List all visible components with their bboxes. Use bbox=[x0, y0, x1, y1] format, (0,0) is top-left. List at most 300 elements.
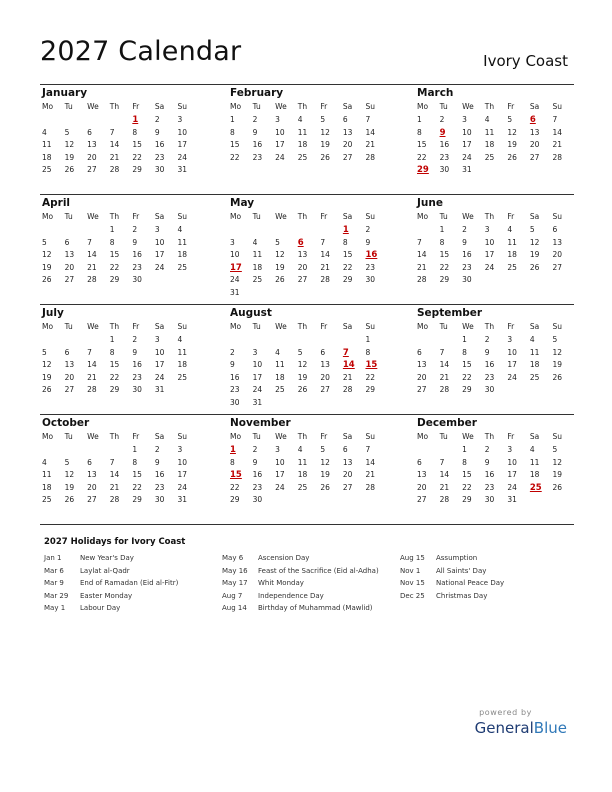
weekday-label: Fr bbox=[320, 322, 328, 331]
day-cell: 24 bbox=[275, 482, 285, 492]
day-cell: 2 bbox=[252, 115, 258, 124]
day-cell: 22 bbox=[462, 372, 472, 382]
week-row bbox=[228, 494, 386, 507]
brand-general: General bbox=[474, 719, 534, 737]
holiday-date: May 6 bbox=[222, 554, 244, 562]
week-row bbox=[415, 237, 573, 250]
day-cell: 5 bbox=[529, 225, 535, 234]
day-cell: 27 bbox=[320, 385, 330, 394]
month-name: May bbox=[230, 197, 255, 209]
weekday-label: Fr bbox=[507, 102, 515, 111]
weekday-label: Th bbox=[297, 322, 308, 331]
weekday-label: Tu bbox=[252, 322, 261, 331]
day-cell: 9 bbox=[132, 347, 138, 357]
day-cell: 30 bbox=[484, 385, 495, 394]
day-cell: 13 bbox=[320, 360, 330, 369]
empty-cell bbox=[63, 224, 86, 237]
empty-cell bbox=[363, 494, 386, 507]
weekday-label: Th bbox=[484, 212, 495, 221]
day-cell: 5 bbox=[297, 347, 303, 357]
day-cell: 29 bbox=[462, 385, 472, 394]
day-cell: 8 bbox=[132, 457, 138, 467]
holidays-column bbox=[222, 552, 379, 615]
day-cell: 27 bbox=[417, 495, 427, 504]
day-cell: 12 bbox=[64, 470, 75, 479]
day-cell: 1 bbox=[132, 445, 138, 454]
day-cell: 1 bbox=[439, 225, 445, 234]
day-cell: 20 bbox=[417, 482, 427, 492]
empty-cell bbox=[273, 334, 296, 347]
weekday-label: Th bbox=[109, 322, 120, 331]
day-cell: 20 bbox=[417, 372, 427, 382]
day-cell: 28 bbox=[439, 385, 450, 394]
day-cell: 27 bbox=[64, 275, 75, 284]
day-cell: 26 bbox=[529, 262, 540, 272]
day-cell: 17 bbox=[177, 470, 188, 479]
day-cell: 30 bbox=[365, 275, 376, 284]
weekday-label: Sa bbox=[529, 212, 540, 221]
day-cell: 21 bbox=[342, 372, 353, 382]
day-cell: 7 bbox=[87, 347, 92, 357]
empty-cell bbox=[505, 384, 528, 397]
day-cell: 21 bbox=[87, 262, 97, 272]
day-cell: 22 bbox=[109, 372, 120, 382]
weekday-header bbox=[228, 210, 386, 224]
day-cell: 18 bbox=[484, 140, 495, 149]
weekday-header bbox=[40, 320, 198, 334]
day-cell: 5 bbox=[320, 115, 326, 124]
day-cell: 8 bbox=[230, 457, 235, 467]
day-cell: 12 bbox=[275, 250, 285, 259]
empty-cell bbox=[318, 224, 341, 237]
month-name: November bbox=[230, 417, 291, 429]
day-cell: 19 bbox=[42, 262, 52, 272]
day-cell: 24 bbox=[507, 372, 517, 382]
holiday-day-cell: 9 bbox=[439, 127, 446, 138]
day-cell: 25 bbox=[484, 152, 495, 162]
day-cell: 4 bbox=[177, 225, 183, 234]
day-cell: 24 bbox=[177, 482, 188, 492]
empty-cell bbox=[175, 384, 198, 397]
month-april bbox=[40, 195, 198, 287]
month-name: February bbox=[230, 87, 284, 99]
day-cell: 1 bbox=[365, 335, 371, 344]
empty-cell bbox=[63, 114, 86, 127]
day-cell: 21 bbox=[417, 262, 427, 272]
holiday-date: Aug 7 bbox=[222, 591, 243, 600]
holiday-date: Mar 6 bbox=[44, 566, 64, 575]
day-cell: 4 bbox=[275, 347, 280, 357]
day-cell: 19 bbox=[297, 372, 308, 382]
day-cell: 27 bbox=[552, 262, 563, 272]
empty-cell bbox=[550, 164, 573, 177]
day-cell: 12 bbox=[507, 127, 517, 137]
weekday-label: We bbox=[275, 212, 287, 221]
weekday-label: Fr bbox=[132, 212, 140, 221]
day-cell: 17 bbox=[154, 250, 165, 259]
day-cell: 7 bbox=[439, 347, 445, 357]
day-cell: 4 bbox=[177, 335, 183, 344]
day-cell: 6 bbox=[64, 237, 70, 247]
day-cell: 17 bbox=[275, 140, 285, 149]
weekday-label: Tu bbox=[252, 432, 261, 441]
week-row bbox=[228, 444, 386, 457]
day-cell: 3 bbox=[275, 445, 280, 454]
weekday-label: Su bbox=[177, 212, 187, 221]
weekday-label: We bbox=[462, 212, 474, 221]
day-cell: 28 bbox=[365, 152, 376, 162]
day-cell: 13 bbox=[297, 250, 308, 259]
weekday-label: Su bbox=[365, 102, 375, 111]
day-cell: 29 bbox=[365, 385, 376, 394]
weekday-label: Th bbox=[484, 432, 495, 441]
day-cell: 22 bbox=[230, 152, 240, 162]
week-row bbox=[228, 237, 386, 250]
day-cell: 13 bbox=[529, 127, 540, 137]
holiday-name: Independence Day bbox=[258, 591, 324, 600]
weekday-label: Th bbox=[297, 212, 308, 221]
month-july bbox=[40, 305, 198, 397]
weekday-label: Th bbox=[484, 102, 495, 111]
day-cell: 23 bbox=[154, 482, 165, 492]
week-row bbox=[40, 372, 198, 385]
empty-cell bbox=[528, 164, 551, 177]
day-cell: 4 bbox=[297, 115, 303, 124]
week-row bbox=[415, 347, 573, 360]
day-cell: 9 bbox=[154, 127, 160, 137]
day-cell: 2 bbox=[154, 445, 160, 454]
day-cell: 12 bbox=[552, 347, 563, 357]
day-cell: 3 bbox=[484, 225, 490, 234]
day-cell: 14 bbox=[109, 470, 120, 479]
day-cell: 14 bbox=[87, 250, 97, 259]
month-november bbox=[228, 415, 386, 507]
week-row bbox=[415, 274, 573, 287]
weekday-label: We bbox=[275, 432, 287, 441]
day-cell: 27 bbox=[297, 275, 308, 284]
weekday-label: Mo bbox=[230, 212, 242, 221]
day-cell: 10 bbox=[230, 250, 240, 259]
day-cell: 28 bbox=[439, 495, 450, 504]
empty-cell bbox=[85, 114, 108, 127]
empty-cell bbox=[108, 444, 131, 457]
day-cell: 3 bbox=[507, 335, 513, 344]
month-name: October bbox=[42, 417, 90, 429]
holiday-item bbox=[222, 602, 379, 615]
day-cell: 9 bbox=[154, 457, 160, 467]
day-cell: 18 bbox=[507, 250, 517, 259]
day-cell: 23 bbox=[484, 372, 495, 382]
day-cell: 2 bbox=[132, 225, 138, 234]
day-cell: 27 bbox=[342, 482, 353, 492]
empty-cell bbox=[296, 334, 319, 347]
day-cell: 31 bbox=[252, 397, 263, 407]
day-cell: 14 bbox=[439, 470, 450, 479]
holiday-name: End of Ramadan (Eid al-Fitr) bbox=[80, 579, 179, 588]
weekday-label: We bbox=[87, 432, 99, 441]
day-cell: 30 bbox=[462, 275, 472, 284]
day-cell: 25 bbox=[507, 262, 517, 272]
weekday-label: Sa bbox=[342, 322, 353, 331]
day-cell: 8 bbox=[342, 237, 348, 247]
weekday-label: Su bbox=[552, 212, 562, 221]
day-cell: 15 bbox=[132, 140, 142, 149]
day-cell: 14 bbox=[365, 127, 376, 137]
day-cell: 25 bbox=[177, 372, 188, 382]
day-cell: 14 bbox=[439, 360, 450, 369]
day-cell: 31 bbox=[462, 165, 472, 174]
day-cell: 23 bbox=[484, 482, 495, 492]
weekday-label: Tu bbox=[439, 432, 448, 441]
empty-cell bbox=[415, 334, 438, 347]
week-row bbox=[415, 482, 573, 495]
day-cell: 27 bbox=[529, 152, 540, 162]
month-name: March bbox=[417, 87, 454, 99]
weekday-label: Tu bbox=[439, 322, 448, 331]
week-row bbox=[228, 139, 386, 152]
day-cell: 18 bbox=[42, 152, 52, 162]
day-cell: 10 bbox=[177, 127, 188, 137]
weekday-label: Fr bbox=[507, 432, 515, 441]
holiday-name: Assumption bbox=[436, 554, 478, 562]
holiday-name: All Saints' Day bbox=[436, 566, 487, 575]
day-cell: 1 bbox=[462, 335, 467, 344]
day-cell: 7 bbox=[109, 127, 115, 137]
day-cell: 1 bbox=[230, 115, 235, 124]
empty-cell bbox=[505, 274, 528, 287]
day-cell: 6 bbox=[87, 457, 92, 467]
weekday-label: We bbox=[462, 432, 474, 441]
day-cell: 16 bbox=[484, 470, 495, 479]
day-cell: 16 bbox=[439, 140, 450, 149]
empty-cell bbox=[273, 397, 296, 410]
day-cell: 12 bbox=[552, 457, 563, 467]
day-cell: 6 bbox=[552, 225, 558, 234]
day-cell: 16 bbox=[484, 360, 495, 369]
day-cell: 5 bbox=[42, 347, 47, 357]
day-cell: 25 bbox=[275, 385, 285, 394]
week-row bbox=[228, 114, 386, 127]
day-cell: 16 bbox=[132, 250, 142, 259]
week-row bbox=[415, 359, 573, 372]
week-row bbox=[415, 114, 573, 127]
day-cell: 28 bbox=[109, 495, 120, 504]
week-row bbox=[228, 372, 386, 385]
day-cell: 29 bbox=[132, 165, 142, 174]
week-row bbox=[40, 224, 198, 237]
weekday-label: Mo bbox=[230, 102, 242, 111]
day-cell: 13 bbox=[552, 237, 563, 247]
day-cell: 18 bbox=[275, 372, 285, 382]
week-row bbox=[228, 384, 386, 397]
day-cell: 3 bbox=[252, 347, 258, 357]
day-cell: 7 bbox=[417, 237, 422, 247]
empty-cell bbox=[251, 287, 274, 300]
weekday-label: Sa bbox=[529, 102, 540, 111]
day-cell: 26 bbox=[42, 385, 52, 394]
day-cell: 29 bbox=[439, 275, 450, 284]
month-name: July bbox=[42, 307, 64, 319]
holiday-name: Laylat al-Qadr bbox=[80, 566, 130, 575]
day-cell: 30 bbox=[132, 385, 142, 394]
week-row bbox=[228, 127, 386, 140]
day-cell: 24 bbox=[154, 262, 165, 272]
empty-cell bbox=[40, 334, 63, 347]
empty-cell bbox=[318, 287, 341, 300]
empty-cell bbox=[415, 224, 438, 237]
day-cell: 11 bbox=[252, 250, 263, 259]
week-row bbox=[415, 127, 573, 140]
empty-cell bbox=[483, 164, 506, 177]
day-cell: 12 bbox=[320, 457, 330, 467]
day-cell: 12 bbox=[320, 127, 330, 137]
week-row bbox=[415, 444, 573, 457]
day-cell: 9 bbox=[462, 237, 467, 247]
day-cell: 15 bbox=[109, 250, 120, 259]
day-cell: 18 bbox=[177, 360, 188, 369]
day-cell: 15 bbox=[109, 360, 120, 369]
day-cell: 1 bbox=[417, 115, 422, 124]
empty-cell bbox=[251, 334, 274, 347]
empty-cell bbox=[318, 494, 341, 507]
day-cell: 2 bbox=[365, 225, 371, 234]
day-cell: 16 bbox=[230, 372, 240, 382]
day-cell: 9 bbox=[365, 237, 371, 247]
day-cell: 11 bbox=[484, 127, 495, 137]
day-cell: 24 bbox=[230, 275, 240, 284]
empty-cell bbox=[550, 494, 573, 507]
holiday-date: Mar 29 bbox=[44, 591, 69, 600]
day-cell: 23 bbox=[132, 372, 142, 382]
divider bbox=[40, 524, 574, 525]
month-december bbox=[415, 415, 573, 507]
weekday-label: We bbox=[87, 322, 99, 331]
weekday-label: Su bbox=[365, 432, 375, 441]
day-cell: 14 bbox=[417, 250, 427, 259]
weekday-label: Th bbox=[297, 432, 308, 441]
day-cell: 3 bbox=[275, 115, 280, 124]
day-cell: 12 bbox=[297, 360, 308, 369]
day-cell: 23 bbox=[462, 262, 472, 272]
day-cell: 7 bbox=[365, 445, 371, 454]
day-cell: 19 bbox=[507, 140, 517, 149]
empty-cell bbox=[85, 224, 108, 237]
week-row bbox=[415, 334, 573, 347]
weekday-label: Su bbox=[365, 322, 375, 331]
holiday-item bbox=[222, 565, 379, 578]
empty-cell bbox=[550, 274, 573, 287]
weekday-label: Mo bbox=[42, 432, 54, 441]
day-cell: 15 bbox=[342, 250, 353, 259]
holiday-day-cell: 15 bbox=[230, 470, 242, 480]
month-name: December bbox=[417, 417, 477, 429]
day-cell: 20 bbox=[529, 140, 540, 149]
day-cell: 11 bbox=[297, 457, 308, 467]
day-cell: 26 bbox=[64, 165, 75, 174]
weekday-header bbox=[228, 430, 386, 444]
day-cell: 21 bbox=[365, 140, 376, 149]
day-cell: 28 bbox=[109, 165, 120, 174]
day-cell: 8 bbox=[132, 127, 138, 137]
day-cell: 19 bbox=[320, 140, 330, 149]
day-cell: 22 bbox=[132, 482, 142, 492]
day-cell: 30 bbox=[230, 397, 240, 407]
holiday-day-cell: 1 bbox=[342, 225, 349, 235]
weekday-label: Su bbox=[177, 432, 187, 441]
week-row bbox=[228, 224, 386, 237]
week-row bbox=[415, 152, 573, 165]
empty-cell bbox=[363, 397, 386, 410]
day-cell: 4 bbox=[297, 445, 303, 454]
day-cell: 20 bbox=[552, 250, 563, 259]
weekday-header bbox=[415, 210, 573, 224]
day-cell: 10 bbox=[275, 127, 285, 137]
day-cell: 28 bbox=[320, 275, 330, 284]
holiday-date: Aug 14 bbox=[222, 604, 247, 613]
holiday-item bbox=[400, 577, 504, 590]
day-cell: 16 bbox=[154, 470, 165, 479]
empty-cell bbox=[363, 287, 386, 300]
weekday-label: Tu bbox=[64, 102, 73, 111]
day-cell: 25 bbox=[297, 152, 308, 162]
day-cell: 2 bbox=[484, 335, 490, 344]
day-cell: 7 bbox=[320, 237, 326, 247]
week-row bbox=[228, 457, 386, 470]
day-cell: 25 bbox=[42, 165, 52, 174]
day-cell: 11 bbox=[297, 127, 308, 137]
weekday-label: Sa bbox=[154, 102, 165, 111]
week-row bbox=[228, 334, 386, 347]
day-cell: 7 bbox=[109, 457, 115, 467]
empty-cell bbox=[483, 274, 506, 287]
weekday-label: Sa bbox=[342, 102, 353, 111]
day-cell: 24 bbox=[484, 262, 495, 272]
empty-cell bbox=[228, 224, 251, 237]
day-cell: 26 bbox=[552, 482, 563, 492]
day-cell: 10 bbox=[177, 457, 188, 467]
week-row bbox=[40, 494, 198, 507]
weekday-label: Sa bbox=[529, 432, 540, 441]
week-row bbox=[415, 372, 573, 385]
day-cell: 25 bbox=[177, 262, 188, 272]
day-cell: 20 bbox=[297, 262, 308, 272]
empty-cell bbox=[40, 444, 63, 457]
week-row bbox=[228, 347, 386, 360]
weekday-label: Mo bbox=[417, 322, 429, 331]
empty-cell bbox=[438, 444, 461, 457]
weekday-label: Sa bbox=[154, 322, 165, 331]
day-cell: 21 bbox=[439, 372, 450, 382]
month-may bbox=[228, 195, 386, 299]
day-cell: 5 bbox=[64, 127, 70, 137]
weekday-header bbox=[415, 430, 573, 444]
holiday-name: Whit Monday bbox=[258, 579, 304, 588]
holiday-name: Ascension Day bbox=[258, 554, 310, 562]
empty-cell bbox=[273, 287, 296, 300]
day-cell: 8 bbox=[109, 237, 115, 247]
week-row bbox=[40, 482, 198, 495]
day-cell: 5 bbox=[42, 237, 47, 247]
weekday-label: We bbox=[462, 322, 474, 331]
day-cell: 20 bbox=[320, 372, 330, 382]
brand-blue: Blue bbox=[533, 719, 567, 737]
day-cell: 24 bbox=[507, 482, 517, 492]
week-row bbox=[415, 139, 573, 152]
day-cell: 2 bbox=[132, 335, 138, 344]
day-cell: 30 bbox=[154, 165, 165, 174]
day-cell: 13 bbox=[342, 457, 353, 467]
empty-cell bbox=[296, 494, 319, 507]
